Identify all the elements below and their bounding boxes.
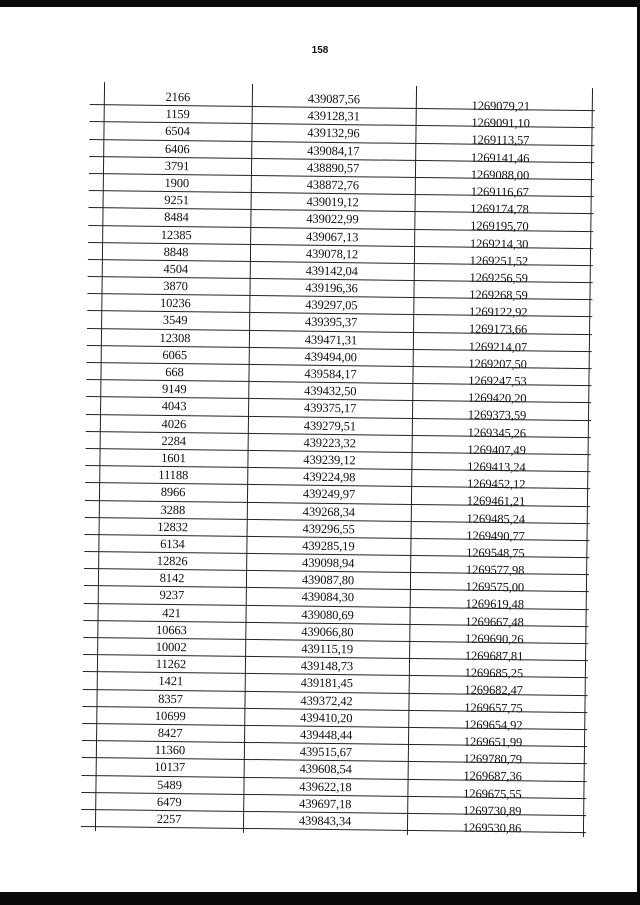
y-coordinate-cell: 1269548,75 bbox=[466, 545, 525, 561]
point-number-cell: 12832 bbox=[157, 519, 189, 534]
y-coordinate-cell: 1269079,21 bbox=[471, 98, 531, 114]
point-number-cell: 421 bbox=[162, 605, 181, 620]
x-coordinate-cell: 439084,30 bbox=[301, 590, 354, 605]
x-coordinate-cell: 439132,96 bbox=[307, 126, 360, 141]
point-number-cell: 1900 bbox=[164, 175, 190, 191]
point-number-cell: 10236 bbox=[159, 296, 191, 311]
point-number-cell: 8142 bbox=[159, 571, 185, 586]
point-number-cell: 6065 bbox=[162, 347, 188, 363]
x-coordinate-cell: 439268,34 bbox=[302, 504, 356, 519]
point-number-cell: 8484 bbox=[164, 210, 189, 225]
point-number-cell: 10699 bbox=[154, 708, 186, 723]
y-coordinate-cell: 1269091,10 bbox=[471, 115, 530, 131]
y-coordinate-cell: 1269619,48 bbox=[465, 597, 524, 612]
x-coordinate-cell: 439022,99 bbox=[306, 211, 359, 227]
point-number-cell: 3791 bbox=[164, 158, 190, 173]
point-number-cell: 10002 bbox=[155, 639, 187, 655]
x-coordinate-cell: 439087,56 bbox=[307, 91, 361, 107]
y-coordinate-cell: 1269780,79 bbox=[463, 751, 523, 767]
y-coordinate-cell: 1269141,46 bbox=[470, 150, 530, 165]
y-coordinate-cell: 1269575,00 bbox=[465, 579, 525, 595]
page-number: 158 bbox=[311, 45, 329, 56]
point-number-cell: 3288 bbox=[160, 502, 186, 517]
scan-top-edge bbox=[0, 0, 640, 7]
y-coordinate-cell: 1269530,86 bbox=[462, 820, 522, 836]
scan-bottom-edge bbox=[0, 892, 640, 905]
x-coordinate-cell: 439239,12 bbox=[303, 452, 356, 468]
point-number-cell: 10137 bbox=[154, 760, 186, 775]
x-coordinate-cell: 439285,19 bbox=[302, 538, 355, 554]
point-number-cell: 12385 bbox=[160, 227, 192, 242]
y-coordinate-cell: 1269373,59 bbox=[467, 408, 527, 423]
y-coordinate-cell: 1269690,26 bbox=[465, 631, 524, 647]
x-coordinate-cell: 439115,19 bbox=[301, 641, 354, 657]
point-number-cell: 8357 bbox=[158, 691, 183, 706]
point-number-cell: 2257 bbox=[156, 811, 182, 827]
point-number-cell: 10663 bbox=[155, 622, 187, 638]
point-number-cell: 6406 bbox=[164, 141, 190, 156]
x-coordinate-cell: 439372,42 bbox=[300, 693, 353, 708]
y-coordinate-cell: 1269651,99 bbox=[463, 734, 523, 750]
y-coordinate-cell: 1269113,57 bbox=[471, 133, 530, 148]
y-coordinate-cell: 1269214,07 bbox=[468, 339, 528, 354]
x-coordinate-cell: 439296,55 bbox=[302, 521, 355, 536]
y-coordinate-cell: 1269116,67 bbox=[470, 184, 529, 200]
y-coordinate-cell: 1269461,21 bbox=[466, 493, 526, 509]
y-coordinate-cell: 1269251,52 bbox=[469, 253, 529, 269]
x-coordinate-cell: 439297,05 bbox=[305, 297, 358, 313]
x-coordinate-cell: 439432,50 bbox=[304, 383, 357, 399]
y-coordinate-cell: 1269654,92 bbox=[463, 717, 523, 733]
y-coordinate-cell: 1269413,24 bbox=[467, 459, 526, 475]
point-number-cell: 6504 bbox=[165, 124, 190, 139]
x-coordinate-cell: 439142,04 bbox=[305, 263, 358, 279]
x-coordinate-cell: 439181,45 bbox=[300, 675, 353, 691]
y-coordinate-cell: 1269195,70 bbox=[470, 218, 529, 234]
x-coordinate-cell: 439843,34 bbox=[298, 813, 352, 829]
point-number-cell: 9149 bbox=[161, 382, 187, 397]
x-coordinate-cell: 439515,67 bbox=[299, 744, 353, 760]
y-coordinate-cell: 1269667,48 bbox=[465, 614, 524, 629]
y-coordinate-cell: 1269687,81 bbox=[464, 648, 524, 664]
x-coordinate-cell: 439223,32 bbox=[303, 435, 356, 451]
point-number-cell: 11262 bbox=[155, 657, 187, 672]
y-coordinate-cell: 1269452,12 bbox=[466, 476, 526, 492]
x-coordinate-cell: 439098,94 bbox=[302, 555, 355, 571]
point-number-cell: 1601 bbox=[161, 450, 186, 466]
point-number-cell: 3870 bbox=[163, 278, 188, 294]
point-number-cell: 6479 bbox=[156, 794, 182, 809]
x-coordinate-cell: 439375,17 bbox=[303, 401, 357, 416]
x-coordinate-cell: 439080,69 bbox=[301, 607, 354, 622]
point-number-cell: 11188 bbox=[158, 467, 189, 483]
y-coordinate-cell: 1269490,77 bbox=[466, 528, 525, 544]
x-coordinate-cell: 439067,13 bbox=[305, 229, 359, 244]
x-coordinate-cell: 439584,17 bbox=[304, 366, 357, 382]
y-coordinate-cell: 1269247,53 bbox=[468, 373, 527, 389]
coordinates-table bbox=[81, 88, 595, 836]
point-number-cell: 8427 bbox=[157, 725, 183, 741]
x-coordinate-cell: 439395,37 bbox=[304, 315, 358, 330]
x-coordinate-cell: 439078,12 bbox=[305, 246, 359, 261]
x-coordinate-cell: 438890,57 bbox=[306, 160, 360, 176]
y-coordinate-cell: 1269485,24 bbox=[466, 511, 526, 526]
y-coordinate-cell: 1269420,20 bbox=[467, 390, 527, 406]
y-coordinate-cell: 1269657,75 bbox=[464, 700, 523, 715]
point-number-cell: 4026 bbox=[161, 416, 187, 431]
x-coordinate-cell: 439128,31 bbox=[307, 108, 360, 124]
y-coordinate-cell: 1269577,98 bbox=[465, 562, 525, 578]
point-number-cell: 8966 bbox=[160, 485, 186, 500]
y-coordinate-cell: 1269207,50 bbox=[468, 356, 527, 372]
point-number-cell: 12826 bbox=[156, 553, 188, 569]
y-coordinate-cell: 1269685,25 bbox=[464, 665, 524, 681]
point-number-cell: 12308 bbox=[159, 330, 191, 345]
point-number-cell: 4504 bbox=[163, 261, 189, 277]
point-number-cell: 9237 bbox=[159, 588, 185, 603]
x-coordinate-cell: 439410,20 bbox=[300, 710, 353, 726]
point-number-cell: 3549 bbox=[162, 313, 188, 328]
point-number-cell: 668 bbox=[165, 364, 184, 380]
point-number-cell: 2284 bbox=[161, 433, 187, 448]
y-coordinate-cell: 1269730,89 bbox=[462, 803, 522, 819]
x-coordinate-cell: 438872,76 bbox=[306, 177, 360, 193]
y-coordinate-cell: 1269256,59 bbox=[469, 270, 528, 286]
x-coordinate-cell: 439494,00 bbox=[304, 349, 357, 365]
point-number-cell: 4043 bbox=[161, 399, 187, 414]
point-number-cell: 9251 bbox=[164, 193, 190, 208]
y-coordinate-cell: 1269407,49 bbox=[467, 442, 526, 458]
point-number-cell: 1421 bbox=[158, 674, 184, 689]
y-coordinate-cell: 1269174,78 bbox=[470, 201, 529, 217]
y-coordinate-cell: 1269675,55 bbox=[463, 786, 522, 801]
y-coordinate-cell: 1269122,92 bbox=[469, 304, 528, 320]
point-number-cell: 2166 bbox=[165, 89, 191, 105]
x-coordinate-cell: 439087,80 bbox=[301, 572, 355, 588]
x-coordinate-cell: 439066,80 bbox=[301, 624, 354, 640]
x-coordinate-cell: 439196,36 bbox=[305, 280, 358, 296]
x-coordinate-cell: 439224,98 bbox=[303, 469, 356, 485]
point-number-cell: 8848 bbox=[163, 244, 189, 259]
point-number-cell: 1159 bbox=[165, 107, 190, 122]
x-coordinate-cell: 439279,51 bbox=[303, 418, 357, 433]
x-coordinate-cell: 439697,18 bbox=[299, 796, 352, 811]
y-coordinate-cell: 1269088,00 bbox=[470, 167, 530, 183]
point-number-cell: 6134 bbox=[160, 536, 185, 552]
y-coordinate-cell: 1269682,47 bbox=[464, 682, 523, 698]
x-coordinate-cell: 439019,12 bbox=[306, 194, 359, 210]
x-coordinate-cell: 439448,44 bbox=[299, 727, 353, 743]
x-coordinate-cell: 439608,54 bbox=[299, 761, 352, 777]
y-coordinate-cell: 1269268,59 bbox=[469, 287, 528, 303]
y-coordinate-cell: 1269173,66 bbox=[468, 322, 528, 337]
y-coordinate-cell: 1269214,30 bbox=[469, 236, 529, 251]
x-coordinate-cell: 439249,97 bbox=[302, 486, 356, 502]
x-coordinate-cell: 439622,18 bbox=[299, 779, 352, 794]
x-coordinate-cell: 439471,31 bbox=[304, 332, 358, 347]
point-number-cell: 5489 bbox=[157, 777, 182, 792]
y-coordinate-cell: 1269345,26 bbox=[467, 425, 527, 440]
x-coordinate-cell: 439084,17 bbox=[307, 143, 360, 158]
point-number-cell: 11360 bbox=[154, 742, 186, 758]
y-coordinate-cell: 1269687,36 bbox=[463, 768, 522, 784]
x-coordinate-cell: 439148,73 bbox=[300, 658, 354, 674]
